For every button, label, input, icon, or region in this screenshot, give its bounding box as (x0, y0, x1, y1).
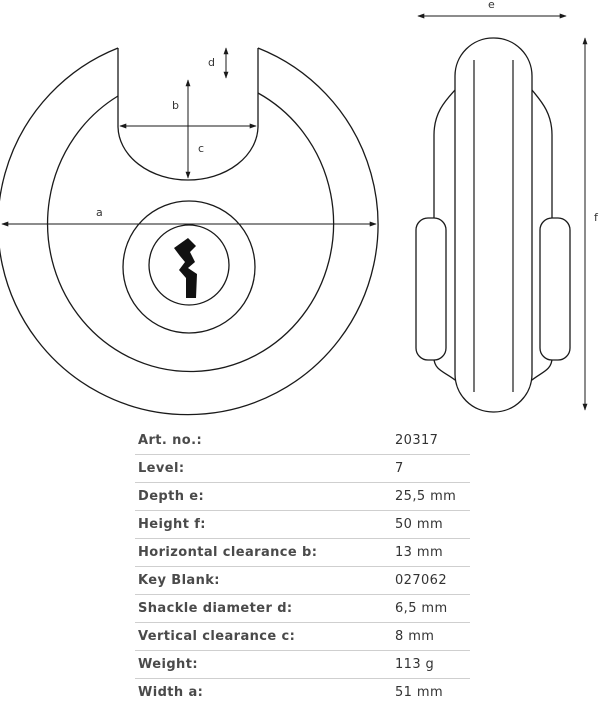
spec-label: Vertical clearance c: (135, 623, 395, 651)
spec-value: 13 mm (395, 539, 470, 567)
table-row (135, 595, 470, 623)
spec-value: 20317 (395, 427, 470, 455)
table-row (135, 427, 470, 455)
spec-value: 50 mm (395, 511, 470, 539)
table-row (135, 483, 470, 511)
label-d: d (208, 56, 215, 69)
label-c: c (198, 142, 204, 155)
outer-disc (0, 48, 378, 415)
label-a: a (96, 206, 103, 219)
label-b: b (172, 99, 179, 112)
spec-label: Level: (135, 455, 395, 483)
spec-value: 027062 (395, 567, 470, 595)
front-dimensions (2, 48, 376, 224)
spec-value: 25,5 mm (395, 483, 470, 511)
spec-label: Horizontal clearance b: (135, 539, 395, 567)
spec-value: 113 g (395, 651, 470, 679)
label-f: f (594, 211, 599, 224)
side-left-lug (416, 218, 446, 360)
spec-label: Art. no.: (135, 427, 395, 455)
table-row (135, 679, 470, 706)
spec-value: 6,5 mm (395, 595, 470, 623)
table-row (135, 623, 470, 651)
spec-value: 7 (395, 455, 470, 483)
inner-ring (48, 93, 334, 372)
front-view (0, 48, 378, 415)
table-row (135, 651, 470, 679)
table-row (135, 539, 470, 567)
spec-label: Depth e: (135, 483, 395, 511)
spec-label: Shackle diameter d: (135, 595, 395, 623)
spec-value: 8 mm (395, 623, 470, 651)
spec-table (135, 427, 470, 706)
table-row (135, 567, 470, 595)
spec-label: Width a: (135, 679, 395, 706)
side-center-body (455, 38, 532, 412)
spec-label: Weight: (135, 651, 395, 679)
spec-label: Height f: (135, 511, 395, 539)
side-view (416, 38, 570, 412)
spec-value: 51 mm (395, 679, 470, 706)
keyway-icon (174, 238, 197, 298)
label-e: e (488, 0, 495, 11)
table-row (135, 511, 470, 539)
spec-label: Key Blank: (135, 567, 395, 595)
table-row (135, 455, 470, 483)
side-right-lug (540, 218, 570, 360)
